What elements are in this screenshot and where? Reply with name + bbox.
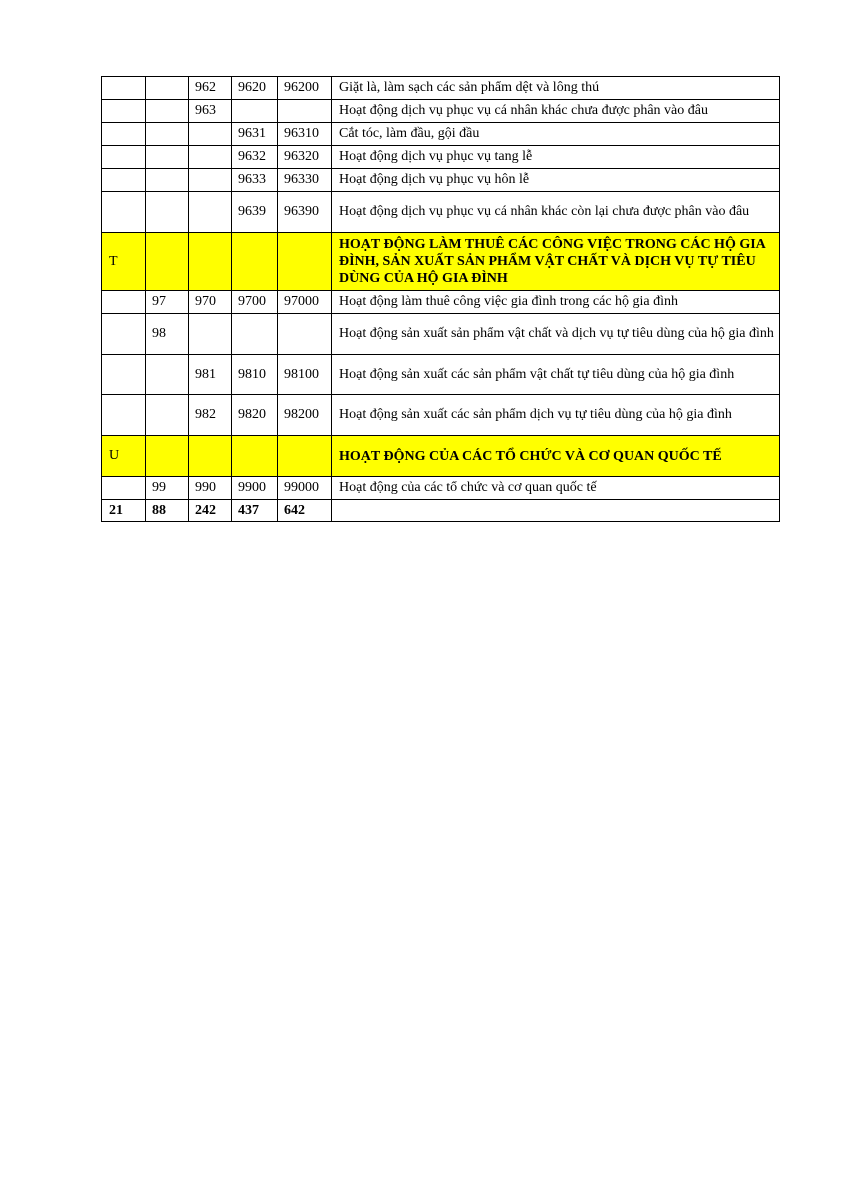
level1-code bbox=[102, 395, 146, 436]
level1-code bbox=[102, 291, 146, 314]
activity-description: Hoạt động sản xuất các sản phẩm dịch vụ tự tiêu dùng của hộ gia đình bbox=[332, 395, 780, 436]
level5-code: 96390 bbox=[278, 192, 332, 233]
level1-code bbox=[102, 146, 146, 169]
level5-code bbox=[278, 314, 332, 355]
activity-description: Cắt tóc, làm đầu, gội đầu bbox=[332, 123, 780, 146]
activity-description: Giặt là, làm sạch các sản phẩm dệt và lông thú bbox=[332, 77, 780, 100]
industry-code-table bbox=[101, 76, 780, 522]
level2-code bbox=[146, 146, 189, 169]
level3-code bbox=[189, 123, 232, 146]
level5-code: 98200 bbox=[278, 395, 332, 436]
total-row bbox=[102, 500, 780, 522]
level2-code bbox=[146, 123, 189, 146]
level1-code bbox=[102, 123, 146, 146]
activity-description: Hoạt động của các tổ chức và cơ quan quốc tế bbox=[332, 477, 780, 500]
level4-code: 9620 bbox=[232, 77, 278, 100]
level3-code bbox=[189, 169, 232, 192]
level5-code: 97000 bbox=[278, 291, 332, 314]
level5-code bbox=[278, 100, 332, 123]
level3-code bbox=[189, 192, 232, 233]
level1-code bbox=[102, 477, 146, 500]
level3-code: 990 bbox=[189, 477, 232, 500]
level4-code bbox=[232, 314, 278, 355]
activity-description: Hoạt động dịch vụ phục vụ hôn lễ bbox=[332, 169, 780, 192]
table-row bbox=[102, 355, 780, 395]
table-row bbox=[102, 123, 780, 146]
level2-code bbox=[146, 436, 189, 477]
total-description bbox=[332, 500, 780, 522]
level5-code: 96200 bbox=[278, 77, 332, 100]
level2-code: 97 bbox=[146, 291, 189, 314]
level3-code bbox=[189, 314, 232, 355]
level5-code: 96330 bbox=[278, 169, 332, 192]
level3-code: 962 bbox=[189, 77, 232, 100]
level4-code bbox=[232, 233, 278, 291]
level4-code: 9639 bbox=[232, 192, 278, 233]
level1-code bbox=[102, 355, 146, 395]
level2-code bbox=[146, 233, 189, 291]
level5-code bbox=[278, 436, 332, 477]
activity-description: Hoạt động dịch vụ phục vụ cá nhân khác chưa được phân vào đâu bbox=[332, 100, 780, 123]
total-level3-count: 242 bbox=[189, 500, 232, 522]
total-level2-count: 88 bbox=[146, 500, 189, 522]
level2-code bbox=[146, 169, 189, 192]
table-row bbox=[102, 192, 780, 233]
level3-code: 982 bbox=[189, 395, 232, 436]
level3-code bbox=[189, 233, 232, 291]
table-row bbox=[102, 146, 780, 169]
level1-code bbox=[102, 192, 146, 233]
section-row-u bbox=[102, 436, 780, 477]
level4-code bbox=[232, 100, 278, 123]
section-row-t bbox=[102, 233, 780, 291]
activity-description: Hoạt động sản xuất các sản phẩm vật chất tự tiêu dùng của hộ gia đình bbox=[332, 355, 780, 395]
total-level1-count: 21 bbox=[102, 500, 146, 522]
level1-code bbox=[102, 314, 146, 355]
table-row bbox=[102, 169, 780, 192]
level4-code: 9633 bbox=[232, 169, 278, 192]
level3-code: 970 bbox=[189, 291, 232, 314]
level3-code: 981 bbox=[189, 355, 232, 395]
table-row bbox=[102, 77, 780, 100]
level4-code: 9700 bbox=[232, 291, 278, 314]
level5-code: 98100 bbox=[278, 355, 332, 395]
level5-code bbox=[278, 233, 332, 291]
level3-code: 963 bbox=[189, 100, 232, 123]
table-row bbox=[102, 291, 780, 314]
total-level4-count: 437 bbox=[232, 500, 278, 522]
level2-code bbox=[146, 355, 189, 395]
level5-code: 96310 bbox=[278, 123, 332, 146]
table-body bbox=[102, 77, 780, 522]
section-title: HOẠT ĐỘNG LÀM THUÊ CÁC CÔNG VIỆC TRONG CÁC HỘ GIA ĐÌNH, SẢN XUẤT SẢN PHẨM VẬT CHẤT VÀ DỊCH VỤ TỰ TIÊU DÙNG CỦA HỘ GIA ĐÌNH bbox=[332, 233, 780, 291]
level4-code: 9820 bbox=[232, 395, 278, 436]
level3-code bbox=[189, 146, 232, 169]
total-level5-count: 642 bbox=[278, 500, 332, 522]
level4-code: 9900 bbox=[232, 477, 278, 500]
table-row bbox=[102, 395, 780, 436]
level4-code: 9632 bbox=[232, 146, 278, 169]
level4-code bbox=[232, 436, 278, 477]
level2-code bbox=[146, 192, 189, 233]
level1-code bbox=[102, 77, 146, 100]
activity-description: Hoạt động dịch vụ phục vụ tang lễ bbox=[332, 146, 780, 169]
activity-description: Hoạt động làm thuê công việc gia đình trong các hộ gia đình bbox=[332, 291, 780, 314]
level5-code: 99000 bbox=[278, 477, 332, 500]
table-row bbox=[102, 477, 780, 500]
level2-code: 99 bbox=[146, 477, 189, 500]
activity-description: Hoạt động sản xuất sản phẩm vật chất và dịch vụ tự tiêu dùng của hộ gia đình bbox=[332, 314, 780, 355]
section-title: HOẠT ĐỘNG CỦA CÁC TỔ CHỨC VÀ CƠ QUAN QUỐC TẾ bbox=[332, 436, 780, 477]
level1-code bbox=[102, 100, 146, 123]
table-row bbox=[102, 314, 780, 355]
level4-code: 9810 bbox=[232, 355, 278, 395]
section-letter: T bbox=[102, 233, 146, 291]
table-row bbox=[102, 100, 780, 123]
level2-code: 98 bbox=[146, 314, 189, 355]
level1-code bbox=[102, 169, 146, 192]
level5-code: 96320 bbox=[278, 146, 332, 169]
level4-code: 9631 bbox=[232, 123, 278, 146]
section-letter: U bbox=[102, 436, 146, 477]
level2-code bbox=[146, 100, 189, 123]
level3-code bbox=[189, 436, 232, 477]
level2-code bbox=[146, 395, 189, 436]
activity-description: Hoạt động dịch vụ phục vụ cá nhân khác còn lại chưa được phân vào đâu bbox=[332, 192, 780, 233]
level2-code bbox=[146, 77, 189, 100]
